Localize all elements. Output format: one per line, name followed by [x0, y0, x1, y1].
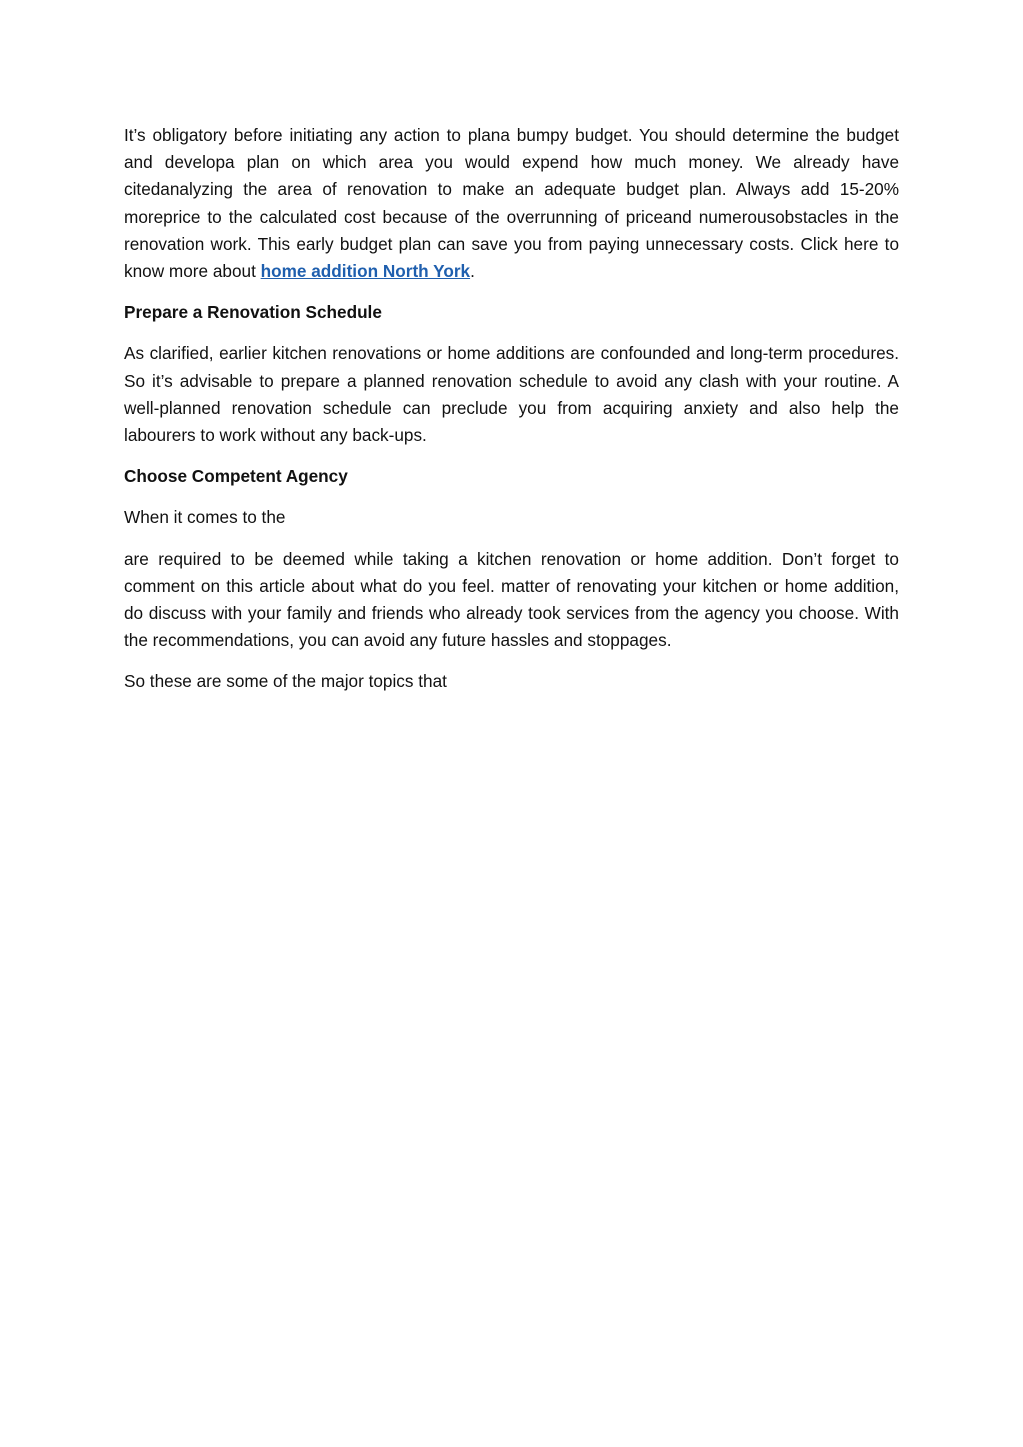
schedule-paragraph: As clarified, earlier kitchen renovations or home additions are confounded and long-term procedures. So it’s advisable to prepare a planned renovation schedule to avoid any clash with your routine. A well-planned renovation schedule can preclude you from acquiring anxiety and also help the labourers to work without any back-ups.	[124, 343, 899, 446]
home-addition-link[interactable]: home addition North York	[260, 261, 471, 282]
agency-intro-paragraph: When it comes to the	[124, 507, 286, 528]
budget-paragraph-end: .	[470, 261, 475, 282]
agency-paragraph: are required to be deemed while taking a kitchen renovation or home addition. Don’t forget to comment on this article about what do you feel. matter of renovating your kitchen or home addition, do discuss with your family and friends who already took services from the agency you choose. With the recommendations, you can avoid any future hassles and stoppages.	[124, 548, 899, 651]
budget-paragraph-text: It’s obligatory before initiating any action to plana bumpy budget. You should determine the budget and developa plan on which area you would expend how much money. We already have citedanalyzing the area of renovation to make an adequate budget plan. Always add 15-20% moreprice to the calculated cost because of the overrunning of priceand numerousobstacles in the renovation work. This early budget plan can save you from paying unnecessary costs. Click here to know more about	[124, 125, 899, 282]
document-body	[124, 122, 899, 710]
agency-heading: Choose Competent Agency	[124, 466, 348, 487]
closing-paragraph: So these are some of the major topics that	[124, 671, 447, 692]
schedule-heading: Prepare a Renovation Schedule	[124, 302, 382, 323]
budget-paragraph	[124, 122, 899, 285]
